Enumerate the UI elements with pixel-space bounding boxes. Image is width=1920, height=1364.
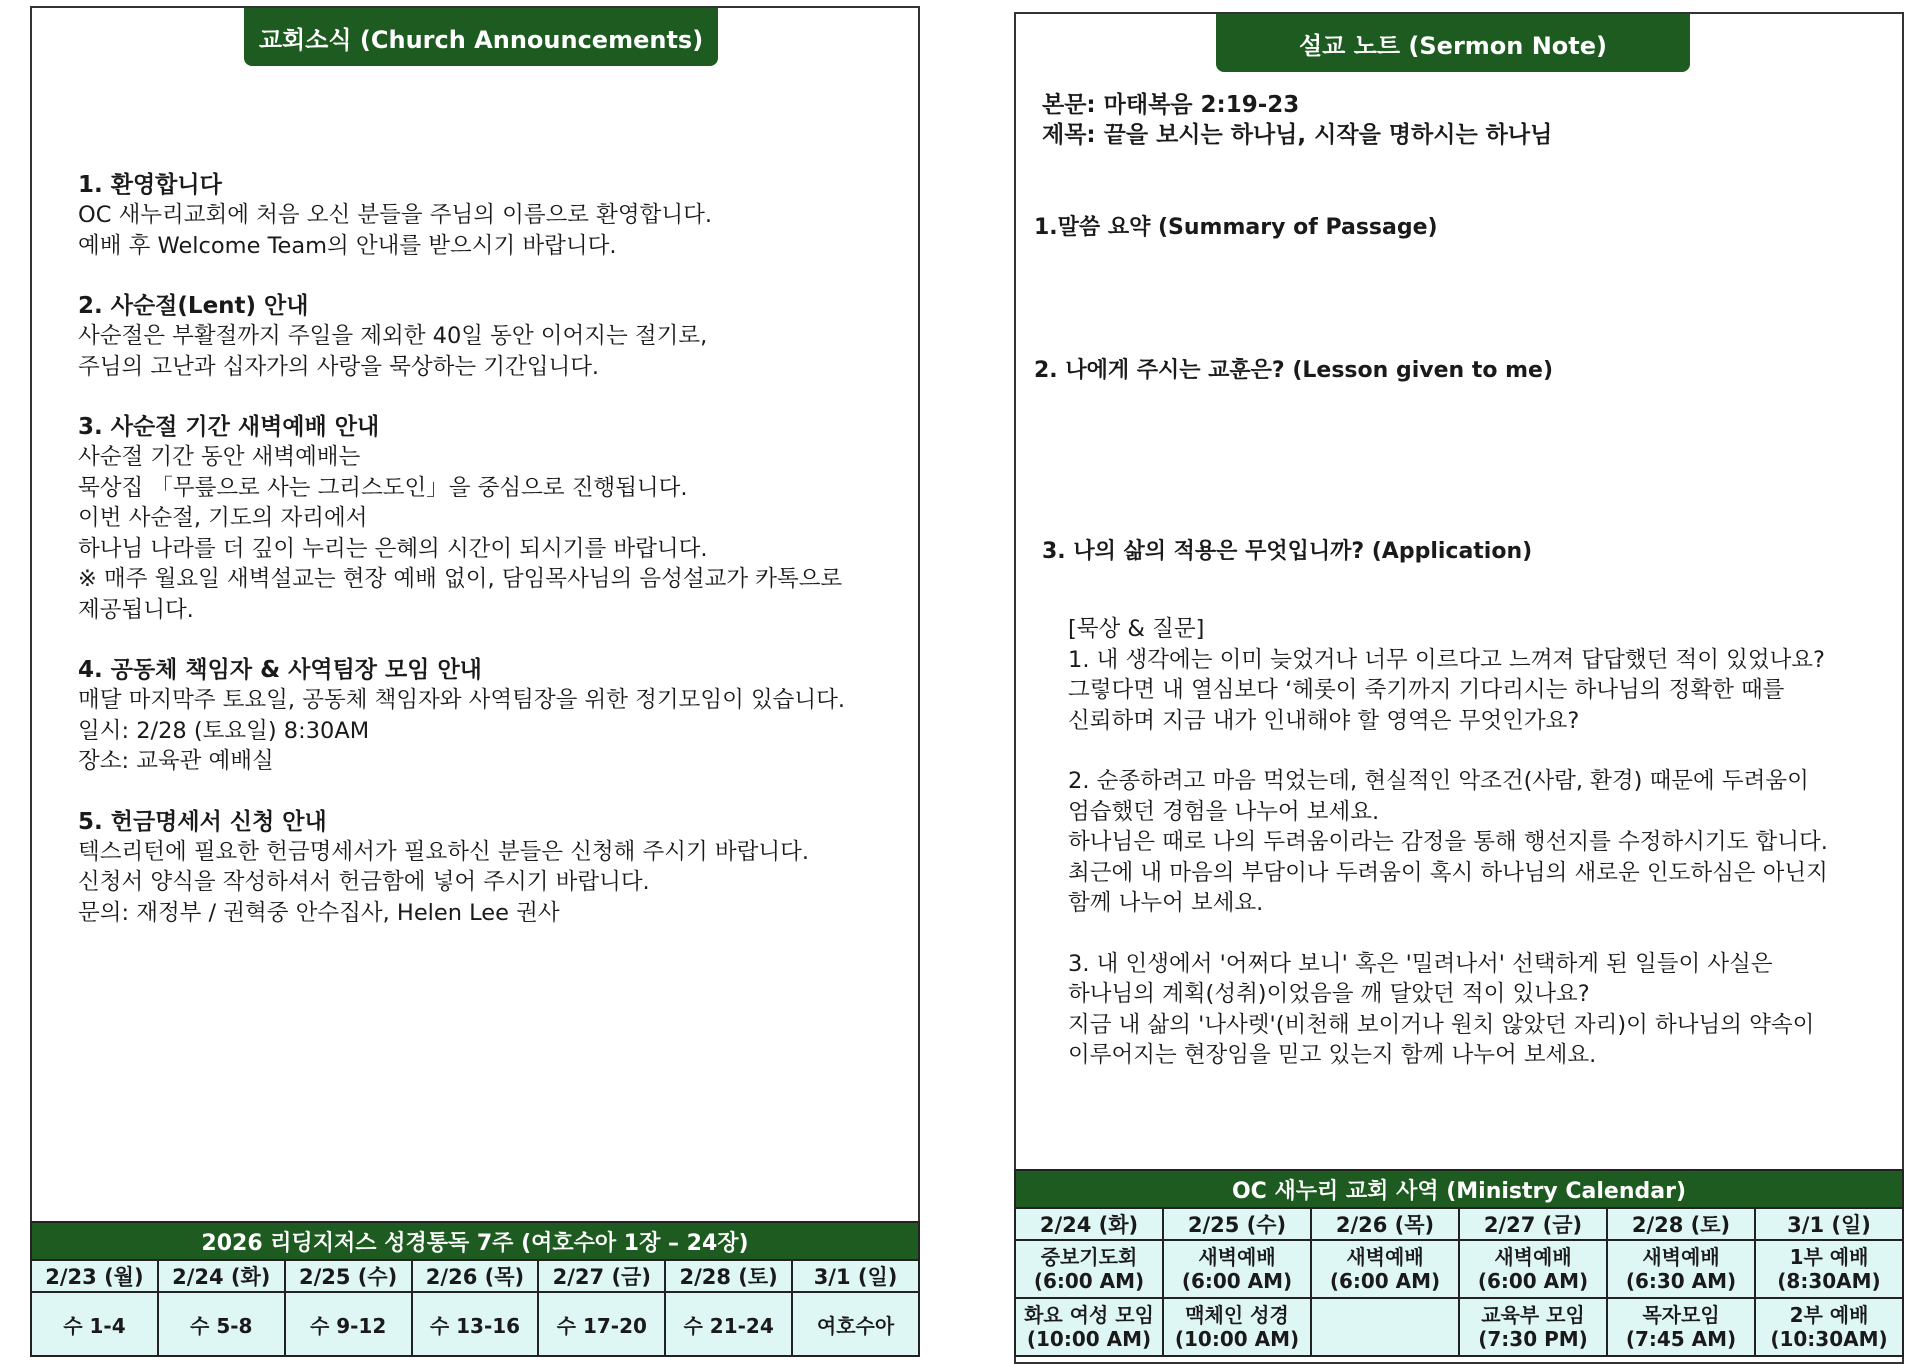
ministry-event-line: 1부 예배 <box>1789 1245 1869 1269</box>
announcements-panel <box>30 6 920 1356</box>
ministry-event-line: (10:00 AM) <box>1026 1327 1152 1351</box>
meditation-line: 엄습했던 경험을 나누어 보세요. <box>1068 798 1380 825</box>
reading-cell: 여호수아 <box>792 1292 919 1356</box>
sermon-meta <box>1042 90 1552 150</box>
announcement-title: 4. 공동체 책임자 & 사역팀장 모임 안내 <box>78 657 482 683</box>
reading-cell: 수 21-24 <box>665 1292 792 1356</box>
announcement-text: 예배 후 Welcome Team의 안내를 받으시기 바랍니다. <box>78 232 617 259</box>
sermon-note-header: 설교 노트 (Sermon Note) <box>1216 14 1690 72</box>
reading-day: 2/23 (월) <box>31 1260 158 1292</box>
meditation-line: 그렇다면 내 열심보다 ‘헤롯이 죽기까지 기다리시는 하나님의 정확한 때를 <box>1068 677 1785 703</box>
ministry-day: 2/28 (토) <box>1607 1208 1755 1240</box>
ministry-day: 2/26 (목) <box>1311 1208 1459 1240</box>
ministry-event <box>1755 1240 1903 1298</box>
announcement-text: 주님의 고난과 십자가의 사랑을 묵상하는 기간입니다. <box>78 353 600 380</box>
announcement-text: 텍스리턴에 필요한 헌금명세서가 필요하신 분들은 신청해 주시기 바랍니다. <box>78 838 810 865</box>
ministry-event-line: (8:30AM) <box>1777 1269 1881 1293</box>
meditation-paragraph <box>1068 614 1888 736</box>
ministry-event-line: (6:00 AM) <box>1329 1269 1441 1293</box>
ministry-event-line: 중보기도회 <box>1040 1245 1138 1269</box>
ministry-event <box>1015 1240 1163 1298</box>
meditation-line: 하나님의 계획(성취)이었음을 깨 달았던 적이 있나요? <box>1068 981 1590 1007</box>
ministry-event-line: (7:30 PM) <box>1478 1327 1588 1351</box>
reading-day: 2/25 (수) <box>285 1260 412 1292</box>
announcement-text: 장소: 교육관 예배실 <box>78 748 274 774</box>
ministry-event-line: 새벽예배 <box>1494 1245 1572 1269</box>
announcement-title: 3. 사순절 기간 새벽예배 안내 <box>78 414 380 440</box>
ministry-day: 3/1 (일) <box>1755 1208 1903 1240</box>
announcement-text: 사순절 기간 동안 새벽예배는 <box>78 444 361 470</box>
summary-heading: 1.말씀 요약 (Summary of Passage) <box>1034 215 1438 240</box>
reading-day: 2/28 (토) <box>665 1260 792 1292</box>
ministry-event-line: 교육부 모임 <box>1481 1303 1585 1327</box>
announcement-text: 묵상집 「무릎으로 사는 그리스도인」을 중심으로 진행됩니다. <box>78 474 688 501</box>
ministry-event-line: 화요 여성 모임 <box>1024 1303 1154 1327</box>
ministry-calendar-title: OC 새누리 교회 사역 (Ministry Calendar) <box>1015 1170 1903 1208</box>
ministry-event <box>1163 1240 1311 1298</box>
ministry-event-line: 새벽예배 <box>1346 1245 1424 1269</box>
application-heading: 3. 나의 삶의 적용은 무엇입니까? (Application) <box>1042 539 1533 564</box>
announcement-text: OC 새누리교회에 처음 오신 분들을 주님의 이름으로 환영합니다. <box>78 202 713 228</box>
reading-day: 2/26 (목) <box>412 1260 539 1292</box>
ministry-event-line: (7:45 AM) <box>1625 1327 1737 1351</box>
sermon-passage: 본문: 마태복음 2:19-23 <box>1042 92 1300 118</box>
announcement-text: 신청서 양식을 작성하셔서 헌금함에 넣어 주시기 바랍니다. <box>78 869 650 895</box>
meditation-paragraph <box>1068 949 1888 1071</box>
reading-day: 2/27 (금) <box>538 1260 665 1292</box>
meditation-line: [묵상 & 질문] <box>1068 616 1205 642</box>
ministry-event <box>1459 1298 1607 1356</box>
ministry-event-line: 새벽예배 <box>1198 1245 1276 1269</box>
ministry-event <box>1311 1240 1459 1298</box>
ministry-calendar-table <box>1014 1169 1904 1357</box>
reading-cell: 수 1-4 <box>31 1292 158 1356</box>
announcement-item <box>78 291 898 382</box>
ministry-event <box>1163 1298 1311 1356</box>
meditation-line: 1. 내 생각에는 이미 늦었거나 너무 이르다고 느껴져 답답했던 적이 있었나요? <box>1068 646 1825 673</box>
announcement-text: 일시: 2/28 (토요일) 8:30AM <box>78 717 370 744</box>
announcement-text: 문의: 재정부 / 권혁중 안수집사, Helen Lee 권사 <box>78 899 560 926</box>
meditation-line: 3. 내 인생에서 '어쩌다 보니' 혹은 '밀려나서' 선택하게 된 일들이 사실은 <box>1068 950 1773 977</box>
ministry-event-line: (6:00 AM) <box>1033 1269 1145 1293</box>
sermon-note-panel <box>1014 12 1904 1364</box>
ministry-event-line: (10:00 AM) <box>1174 1327 1300 1351</box>
meditation-line: 함께 나누어 보세요. <box>1068 890 1264 916</box>
meditation-line: 최근에 내 마음의 부담이나 두려움이 혹시 하나님의 새로운 인도하심은 아닌지 <box>1068 859 1828 886</box>
reading-cell: 수 9-12 <box>285 1292 412 1356</box>
reading-day: 3/1 (일) <box>792 1260 919 1292</box>
announcement-text: 사순절은 부활절까지 주일을 제외한 40일 동안 이어지는 절기로, <box>78 323 708 349</box>
ministry-event-line: (6:30 AM) <box>1625 1269 1737 1293</box>
ministry-event-line: (10:30AM) <box>1770 1327 1888 1351</box>
reading-plan-title: 2026 리딩지저스 성경통독 7주 (여호수아 1장 – 24장) <box>31 1222 919 1260</box>
ministry-event-line: 2부 예배 <box>1789 1303 1869 1327</box>
announcement-list <box>78 170 898 958</box>
announcement-item <box>78 655 898 777</box>
announcement-text: 매달 마지막주 토요일, 공동체 책임자와 사역팀장을 위한 정기모임이 있습니다. <box>78 687 846 713</box>
announcements-header: 교회소식 (Church Announcements) <box>244 8 718 66</box>
announcement-title: 5. 헌금명세서 신청 안내 <box>78 808 327 835</box>
reading-cell: 수 13-16 <box>412 1292 539 1356</box>
ministry-event <box>1607 1240 1755 1298</box>
sermon-title: 제목: 끝을 보시는 하나님, 시작을 명하시는 하나님 <box>1042 122 1553 148</box>
reading-plan-table <box>30 1221 920 1357</box>
ministry-event <box>1755 1298 1903 1356</box>
ministry-event-line: (6:00 AM) <box>1477 1269 1589 1293</box>
reading-day: 2/24 (화) <box>158 1260 285 1292</box>
reading-cell: 수 5-8 <box>158 1292 285 1356</box>
meditation-line: 2. 순종하려고 마음 먹었는데, 현실적인 악조건(사람, 환경) 때문에 두려움이 <box>1068 768 1809 794</box>
ministry-event-line: 목자모임 <box>1642 1303 1720 1327</box>
ministry-event <box>1607 1298 1755 1356</box>
ministry-event-line: (6:00 AM) <box>1181 1269 1293 1293</box>
announcement-text: ※ 매주 월요일 새벽설교는 현장 예배 없이, 담임목사님의 음성설교가 카톡으로 <box>78 566 843 592</box>
ministry-day: 2/24 (화) <box>1015 1208 1163 1240</box>
meditation-line: 신뢰하며 지금 내가 인내해야 할 영역은 무엇인가요? <box>1068 707 1580 734</box>
meditation-line: 이루어지는 현장임을 믿고 있는지 함께 나누어 보세요. <box>1068 1042 1597 1068</box>
ministry-event <box>1459 1240 1607 1298</box>
ministry-event-line: 새벽예배 <box>1642 1245 1720 1269</box>
announcement-title: 1. 환영합니다 <box>78 172 222 198</box>
meditation-questions <box>1068 614 1888 1101</box>
announcement-title: 2. 사순절(Lent) 안내 <box>78 293 309 319</box>
ministry-event-line: 맥체인 성경 <box>1185 1303 1289 1327</box>
meditation-line: 지금 내 삶의 '나사렛'(비천해 보이거나 원치 않았던 자리)이 하나님의 약속이 <box>1068 1011 1815 1038</box>
ministry-day: 2/27 (금) <box>1459 1208 1607 1240</box>
announcement-item <box>78 412 898 625</box>
ministry-day: 2/25 (수) <box>1163 1208 1311 1240</box>
ministry-event <box>1311 1298 1459 1356</box>
meditation-paragraph <box>1068 766 1888 919</box>
announcement-text: 이번 사순절, 기도의 자리에서 <box>78 505 368 531</box>
announcement-text: 제공됩니다. <box>78 596 194 623</box>
announcement-item <box>78 170 898 261</box>
announcement-item <box>78 807 898 929</box>
announcement-text: 하나님 나라를 더 깊이 누리는 은혜의 시간이 되시기를 바랍니다. <box>78 535 708 562</box>
lesson-heading: 2. 나에게 주시는 교훈은? (Lesson given to me) <box>1034 358 1554 383</box>
meditation-line: 하나님은 때로 나의 두려움이라는 감정을 통해 행선지를 수정하시기도 합니다. <box>1068 829 1828 855</box>
ministry-event <box>1015 1298 1163 1356</box>
reading-cell: 수 17-20 <box>538 1292 665 1356</box>
